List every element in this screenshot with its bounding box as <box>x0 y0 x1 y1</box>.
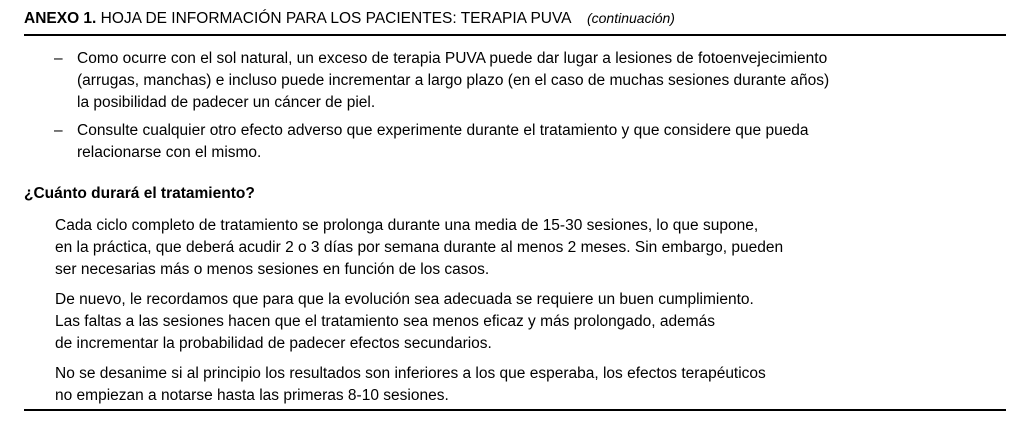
list-item-line: (arrugas, manchas) e incluso puede incrementar a largo plazo (en el caso de muchas sesiones durante años) <box>77 72 830 89</box>
paragraph-line: Las faltas a las sesiones hacen que el tratamiento sea menos eficaz y más prolongado, además <box>55 313 715 330</box>
paragraph <box>55 289 955 355</box>
section-heading: ¿Cuánto durará el tratamiento? <box>24 185 255 202</box>
paragraph <box>55 363 955 407</box>
paragraph-line: no empiezan a notarse hasta las primeras 8-10 sesiones. <box>55 387 449 404</box>
annex-label: ANEXO 1. <box>24 10 97 27</box>
paragraph-line: De nuevo, le recordamos que para que la evolución sea adecuada se requiere un buen cumplimiento. <box>55 291 754 308</box>
paragraph-line: en la práctica, que deberá acudir 2 o 3 días por semana durante al menos 2 meses. Sin embargo, pueden <box>55 239 784 256</box>
list-item-line: la posibilidad de padecer un cáncer de piel. <box>77 94 376 111</box>
section-body <box>55 215 955 415</box>
dash-marker: – <box>54 122 63 139</box>
list-item <box>54 120 994 164</box>
paragraph-line: ser necesarias más o menos sesiones en función de los casos. <box>55 261 490 278</box>
document-page <box>24 0 1006 432</box>
dash-marker: – <box>54 50 63 67</box>
list-item-line: Consulte cualquier otro efecto adverso que experimente durante el tratamiento y que considere que pueda <box>77 122 809 139</box>
paragraph-line: No se desanime si al principio los resultados son inferiores a los que esperaba, los efectos terapéuticos <box>55 365 766 382</box>
side-effects-list <box>54 48 994 170</box>
list-item-line: Como ocurre con el sol natural, un exceso de terapia PUVA puede dar lugar a lesiones de fotoenvejecimiento <box>77 50 828 67</box>
annex-title: HOJA DE INFORMACIÓN PARA LOS PACIENTES: TERAPIA PUVA <box>100 10 571 27</box>
bottom-divider <box>24 409 1006 411</box>
paragraph <box>55 215 955 281</box>
paragraph-line: de incrementar la probabilidad de padecer efectos secundarios. <box>55 335 492 352</box>
annex-header <box>24 8 1006 36</box>
paragraph-line: Cada ciclo completo de tratamiento se prolonga durante una media de 15-30 sesiones, lo que supone, <box>55 217 759 234</box>
continuation-note: (continuación) <box>586 10 675 26</box>
list-item-line: relacionarse con el mismo. <box>77 144 262 161</box>
list-item <box>54 48 994 114</box>
